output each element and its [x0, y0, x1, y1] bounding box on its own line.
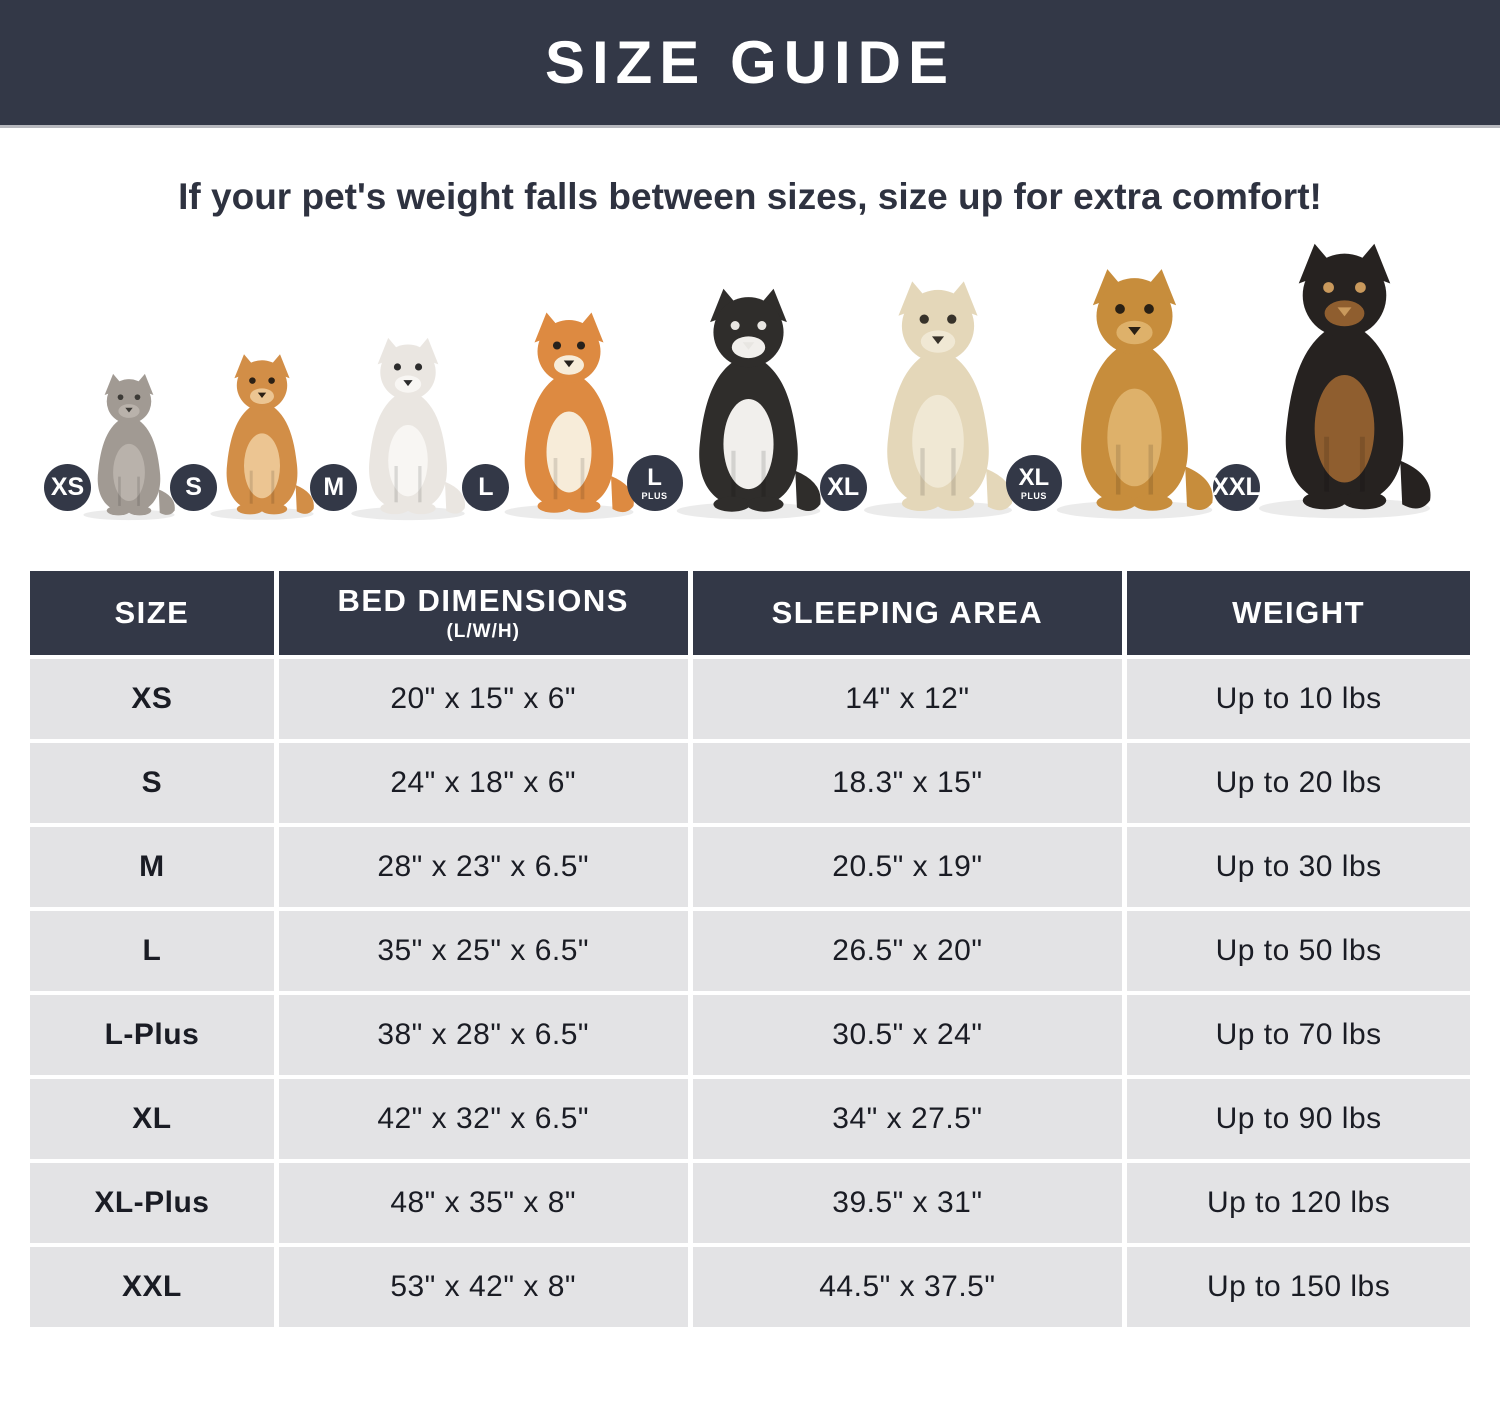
cell-sleeping-area: 44.5" x 37.5": [693, 1247, 1123, 1327]
cell-sleeping-area: 18.3" x 15": [693, 743, 1123, 823]
cell-sleeping-area: 30.5" x 24": [693, 995, 1123, 1075]
pet-golden-retriever: [1018, 265, 1225, 523]
pet-doberman: [1212, 239, 1444, 523]
size-badge: [1213, 464, 1260, 511]
pet-size-illustrations: [42, 218, 1458, 523]
pomeranian-illustration: [202, 351, 322, 523]
size-badge-label: M: [323, 473, 345, 501]
table-column-header: [1127, 571, 1470, 655]
size-badge: [1006, 455, 1062, 511]
cell-size: XXL: [30, 1247, 274, 1327]
golden-retriever-illustration: [1044, 265, 1225, 523]
cell-size: XL: [30, 1079, 274, 1159]
pet-french-bulldog: [323, 335, 474, 523]
cell-weight: Up to 30 lbs: [1127, 827, 1470, 907]
size-badge-label: XL: [827, 473, 860, 501]
shiba-inu-illustration: [494, 309, 644, 523]
pet-border-collie: [641, 285, 832, 523]
column-sublabel: (L/W/H): [446, 621, 520, 642]
cell-bed-dimensions: 42" x 32" x 6.5": [279, 1079, 688, 1159]
size-badge-sublabel: PLUS: [641, 490, 668, 501]
size-badge-label: XXL: [1212, 473, 1261, 501]
column-label: WEIGHT: [1232, 595, 1366, 630]
pet-labrador: [827, 277, 1024, 523]
pet-cat: [50, 371, 182, 523]
size-badge: [820, 464, 867, 511]
cell-weight: Up to 10 lbs: [1127, 659, 1470, 739]
cell-size: XL-Plus: [30, 1163, 274, 1243]
column-label: SIZE: [114, 595, 190, 630]
size-badge-label: L: [647, 463, 662, 491]
cell-size: M: [30, 827, 274, 907]
border-collie-illustration: [665, 285, 832, 523]
pet-pomeranian: [185, 351, 322, 523]
cat-illustration: [76, 371, 182, 523]
cell-size: XS: [30, 659, 274, 739]
cell-weight: Up to 120 lbs: [1127, 1163, 1470, 1243]
size-guide-table: [30, 571, 1470, 1327]
cell-weight: Up to 20 lbs: [1127, 743, 1470, 823]
table-column-header: [693, 571, 1123, 655]
cell-sleeping-area: 20.5" x 19": [693, 827, 1123, 907]
size-badge-label: L: [478, 473, 494, 501]
column-label: BED DIMENSIONS: [337, 583, 629, 618]
table-column-header: [30, 571, 274, 655]
column-label: SLEEPING AREA: [771, 595, 1044, 630]
cell-size: L: [30, 911, 274, 991]
size-badge-label: XS: [50, 473, 85, 501]
cell-bed-dimensions: 48" x 35" x 8": [279, 1163, 688, 1243]
size-badge: [170, 464, 217, 511]
size-badge-label: XL: [1018, 463, 1050, 491]
cell-bed-dimensions: 35" x 25" x 6.5": [279, 911, 688, 991]
size-badge-label: S: [185, 473, 202, 501]
cell-bed-dimensions: 24" x 18" x 6": [279, 743, 688, 823]
cell-sleeping-area: 14" x 12": [693, 659, 1123, 739]
cell-size: S: [30, 743, 274, 823]
pet-shiba-inu: [478, 309, 644, 523]
cell-sleeping-area: 39.5" x 31": [693, 1163, 1123, 1243]
cell-weight: Up to 70 lbs: [1127, 995, 1470, 1075]
cell-bed-dimensions: 28" x 23" x 6.5": [279, 827, 688, 907]
size-badge-sublabel: PLUS: [1020, 490, 1047, 501]
french-bulldog-illustration: [342, 335, 474, 523]
cell-weight: Up to 90 lbs: [1127, 1079, 1470, 1159]
cell-bed-dimensions: 53" x 42" x 8": [279, 1247, 688, 1327]
table-column-header: [279, 571, 688, 655]
size-badge: [310, 464, 357, 511]
size-badge: [44, 464, 91, 511]
page-title: SIZE GUIDE: [544, 29, 956, 96]
size-guide-header: [0, 0, 1500, 128]
doberman-illustration: [1245, 239, 1444, 523]
size-badge: [627, 455, 683, 511]
sizing-tip-text: If your pet's weight falls between sizes, size up for extra comfort!: [178, 176, 1322, 217]
cell-size: L-Plus: [30, 995, 274, 1075]
cell-sleeping-area: 26.5" x 20": [693, 911, 1123, 991]
cell-weight: Up to 150 lbs: [1127, 1247, 1470, 1327]
cell-sleeping-area: 34" x 27.5": [693, 1079, 1123, 1159]
cell-weight: Up to 50 lbs: [1127, 911, 1470, 991]
labrador-illustration: [852, 277, 1024, 523]
cell-bed-dimensions: 20" x 15" x 6": [279, 659, 688, 739]
cell-bed-dimensions: 38" x 28" x 6.5": [279, 995, 688, 1075]
